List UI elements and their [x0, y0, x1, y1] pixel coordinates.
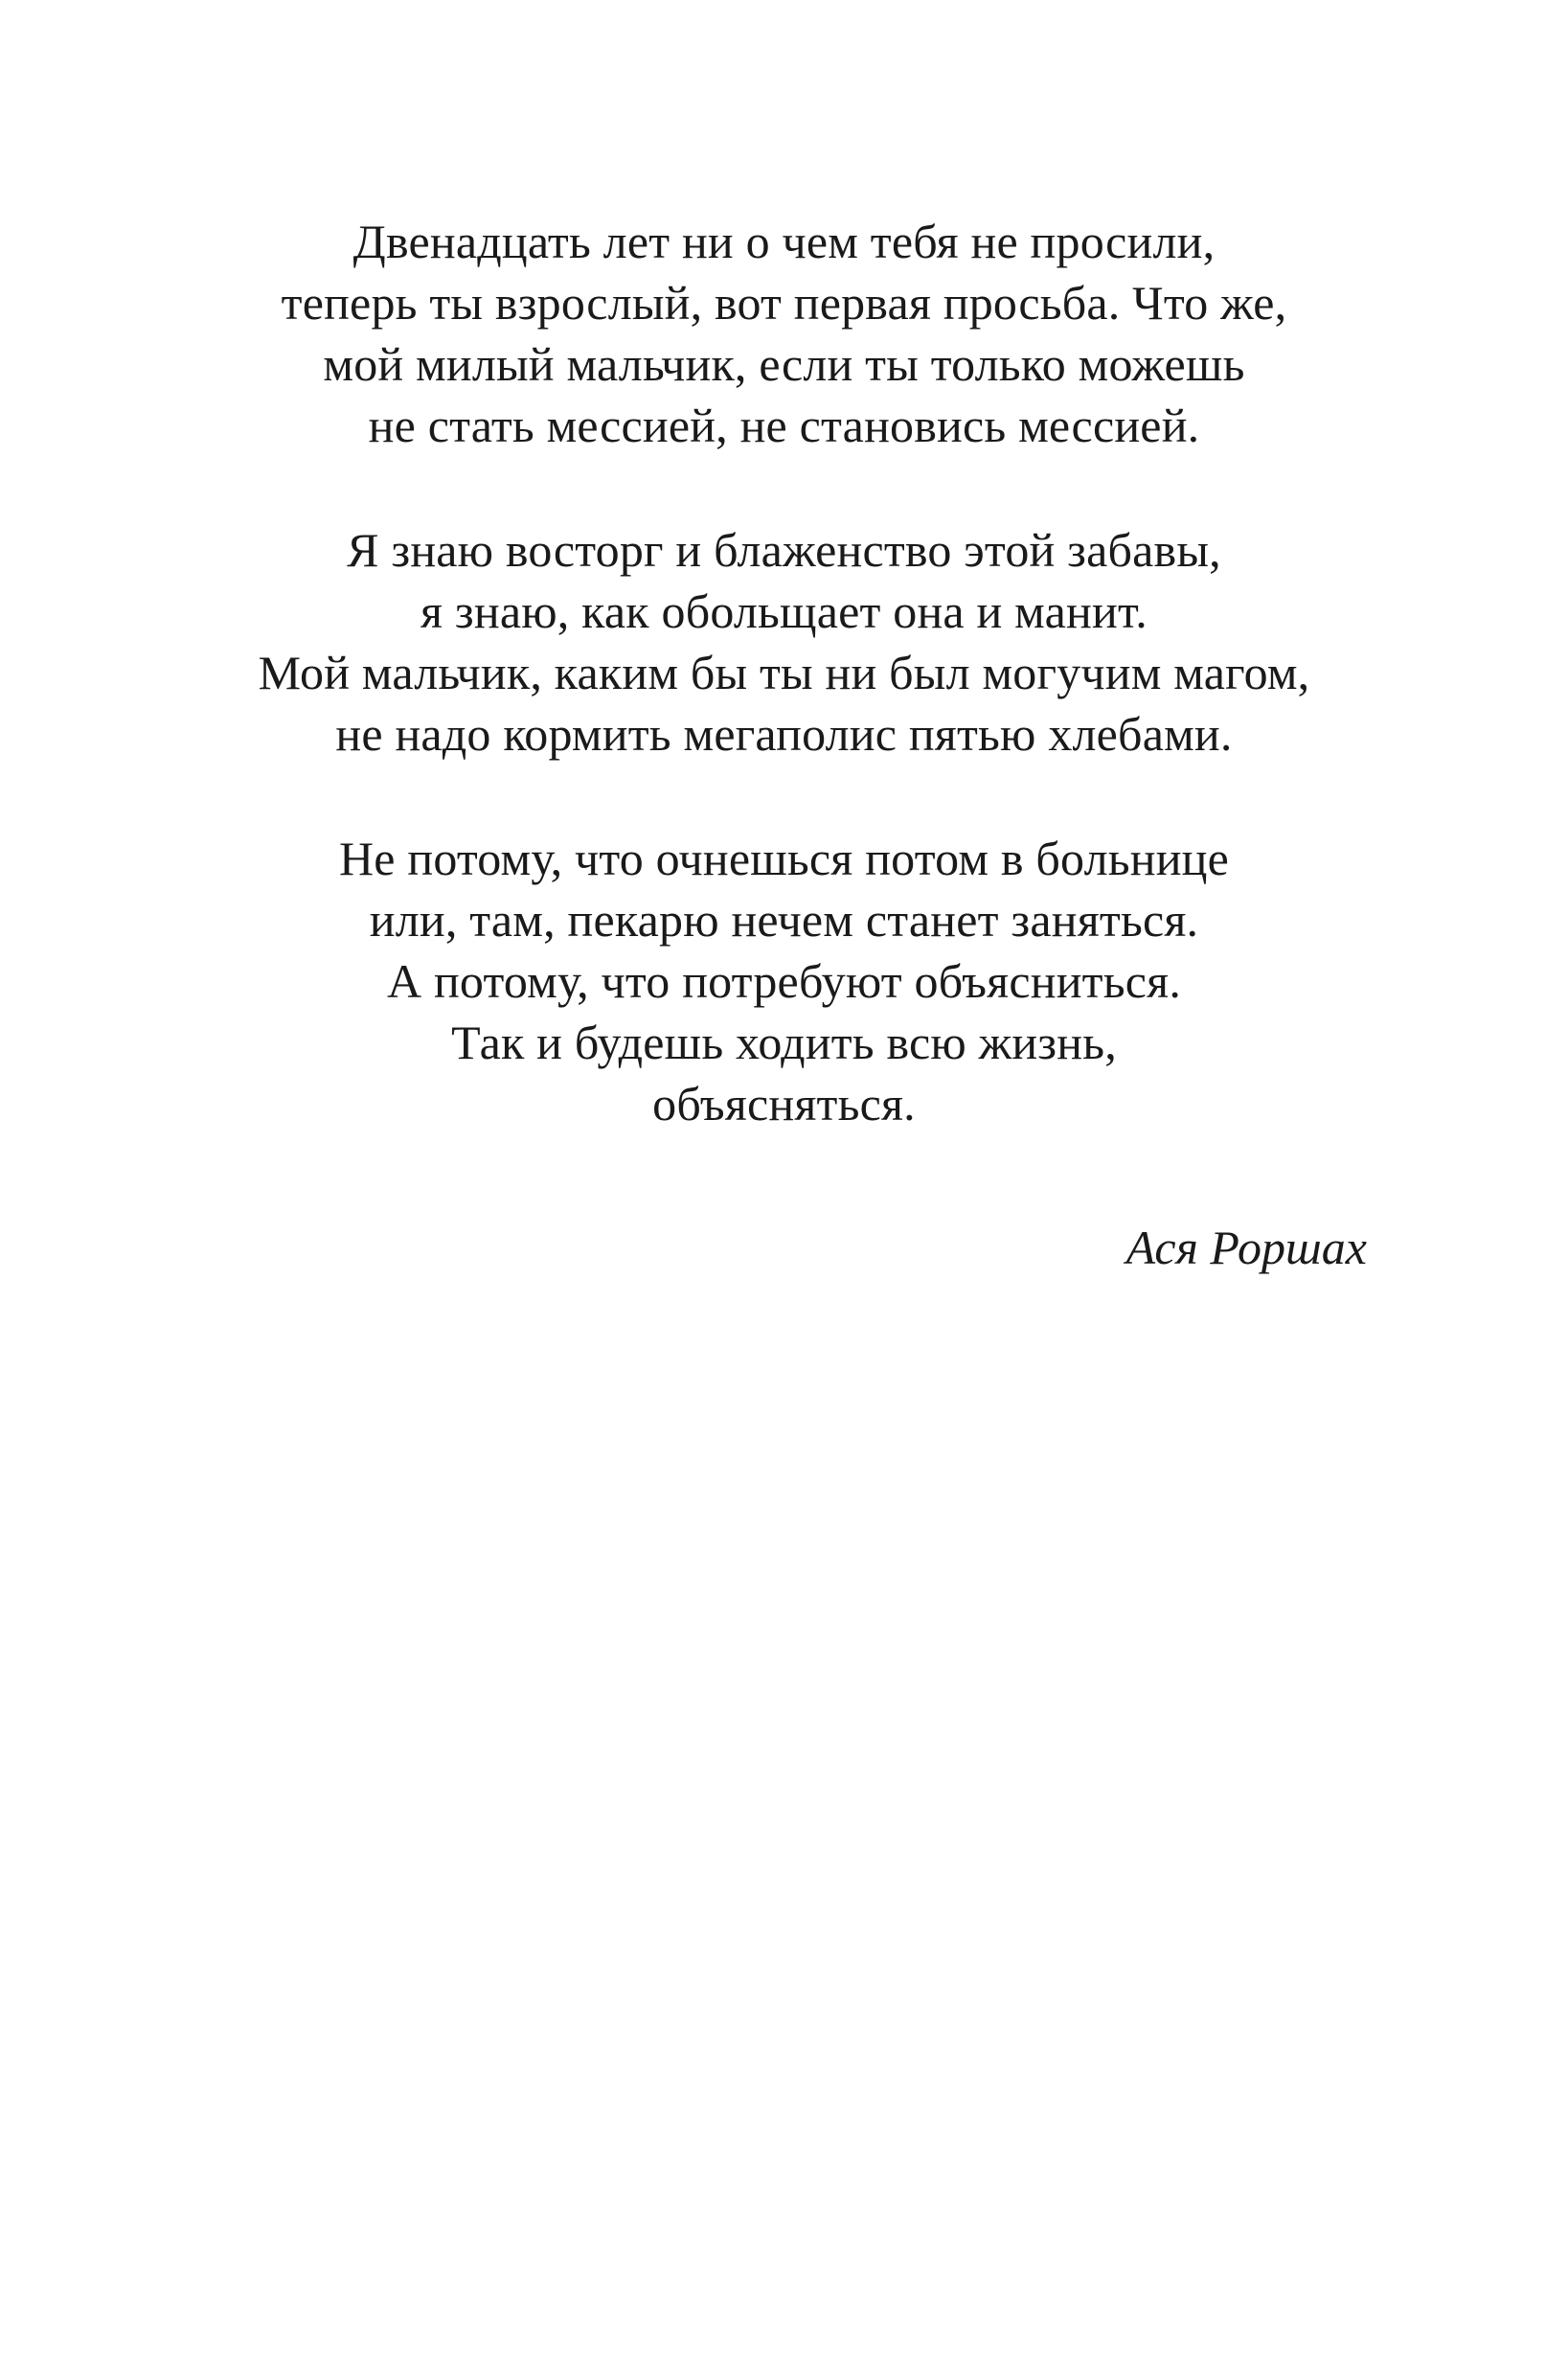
stanza-2: [192, 519, 1376, 765]
poem-line: Я знаю восторг и блаженство этой забавы,: [347, 523, 1221, 577]
poem-body: [192, 211, 1376, 1198]
poem-line: Мой мальчик, каким бы ты ни был могучим магом,: [258, 646, 1310, 699]
poem-line: Двенадцать лет ни о чем тебя не просили,: [352, 215, 1216, 268]
poem-line: объясняться.: [652, 1077, 916, 1131]
poem-line: или, там, пекарю нечем станет заняться.: [369, 893, 1199, 947]
poem-line: мой милый мальчик, если ты только можешь: [323, 337, 1245, 391]
poem-line: я знаю, как обольщает она и манит.: [420, 584, 1148, 638]
poem-line: не стать мессией, не становись мессией.: [368, 399, 1200, 452]
poem-line: теперь ты взрослый, вот первая просьба. Что же,: [281, 276, 1287, 330]
stanza-3: [192, 828, 1376, 1134]
stanza-1: [192, 211, 1376, 456]
poem-author: Ася Роршах: [1125, 1221, 1367, 1274]
poem-line: не надо кормить мегаполис пятью хлебами.: [335, 707, 1233, 761]
poem-line: Так и будешь ходить всю жизнь,: [451, 1016, 1117, 1069]
poem-line: Не потому, что очнешься потом в больнице: [339, 832, 1229, 885]
poem-line: А потому, что потребуют объясниться.: [386, 954, 1182, 1008]
